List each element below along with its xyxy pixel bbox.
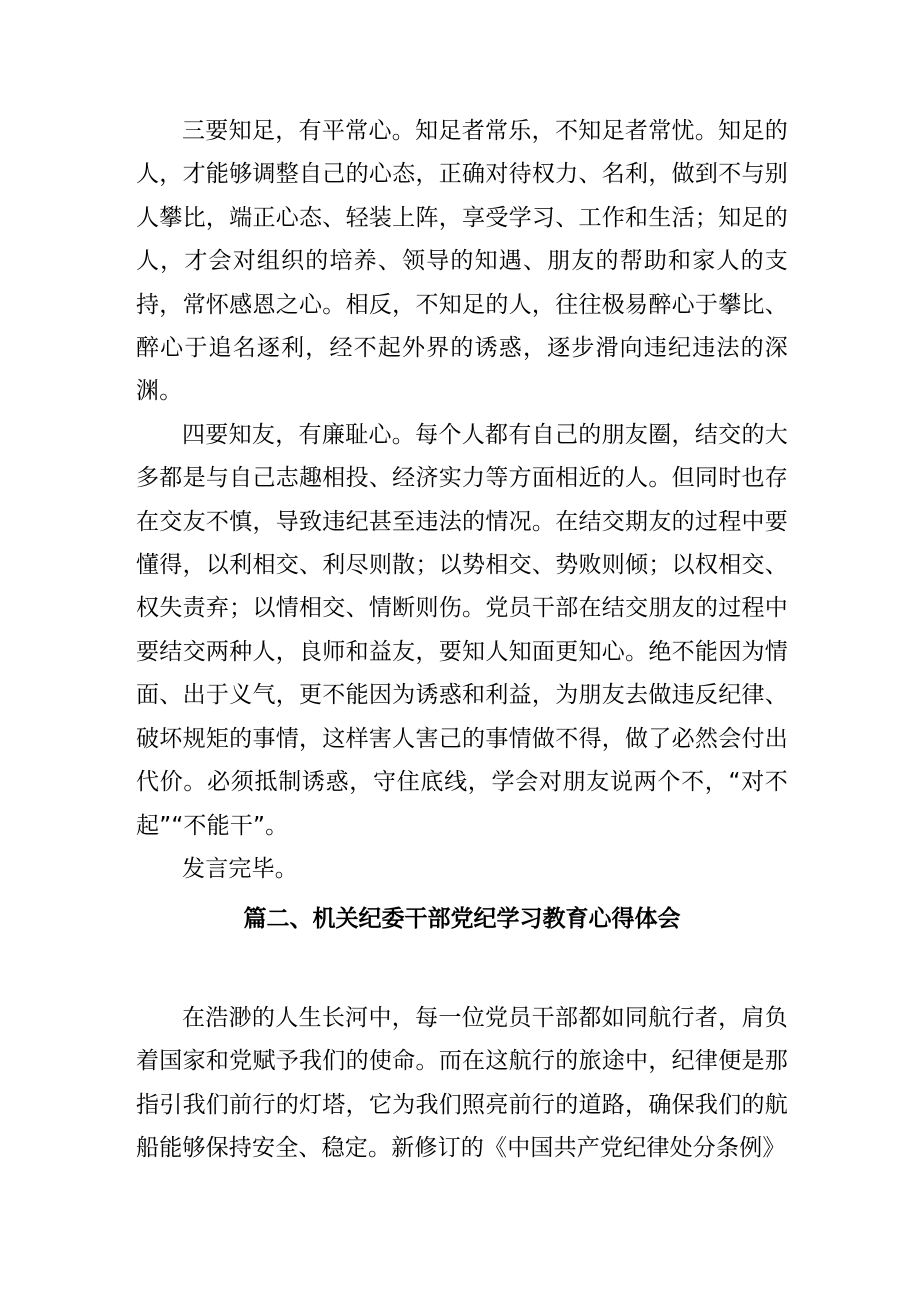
paragraph-contentment: 三要知足，有平常心。知足者常乐，不知足者常忧。知足的人，才能够调整自己的心态，正确对待权力、名利，做到不与别人攀比，端正心态、轻装上阵，享受学习、工作和生活；知足的人，才会对组织的培养、领导的知遇、朋友的帮助和家人的支持，常怀感恩之心。相反，不知足的人，往往极易醉心于攀比、醉心于追名逐利，经不起外界的诱惑，逐步滑向违纪违法的深渊。	[136, 118, 788, 405]
section-title: 篇二、机关纪委干部党纪学习教育心得体会	[243, 906, 681, 932]
paragraph-friendship: 四要知友，有廉耻心。每个人都有自己的朋友圈，结交的大多都是与自己志趣相投、经济实力等方面相近的人。但同时也存在交友不慎，导致违纪甚至违法的情况。在结交期友的过程中要懂得，以利相交、利尽则散；以势相交、势败则倾；以权相交、权失责弃；以情相交、情断则伤。党员干部在结交朋友的过程中要结交两种人，良师和益友，要知人知面更知心。绝不能因为情面、出于义气，更不能因为诱惑和利益，为朋友去做违反纪律、破坏规矩的事情，这样害人害己的事情做不得，做了必然会付出代价。必须抵制诱惑，守住底线，学会对朋友说两个不，“对不起”“不能干”。	[136, 421, 788, 839]
body-text-bottom	[136, 997, 788, 1171]
body-text-top	[136, 110, 788, 891]
paragraph-closing: 发言完毕。	[182, 855, 298, 882]
paragraph-intro: 在浩渺的人生长河中，每一位党员干部都如同航行者，肩负着国家和党赋予我们的使命。而在这航行的旅途中，纪律便是那指引我们前行的灯塔，它为我们照亮前行的道路，确保我们的航船能够保持安全、稳定。新修订的《中国共产党纪律处分条例》	[136, 1005, 788, 1162]
